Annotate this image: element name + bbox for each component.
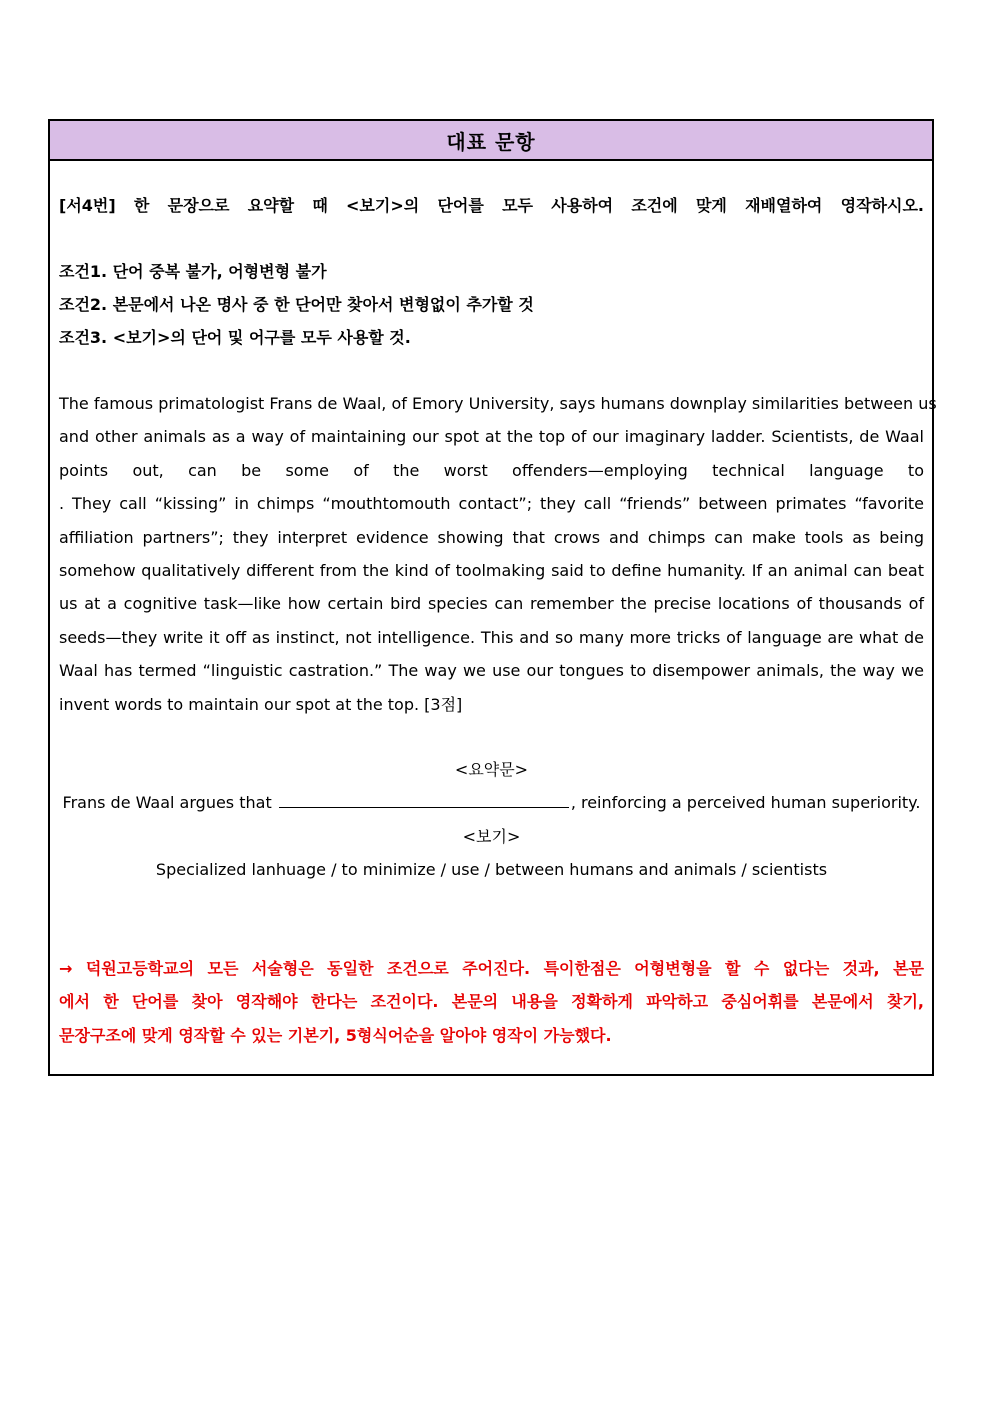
- passage-line: points out, can be some of the worst offenders—employing technical language to: [59, 460, 924, 480]
- note-line: → 덕원고등학교의 모든 서술형은 동일한 조건으로 주어진다. 특이한점은 어형변형을 할 수 없다는 것과, 본문: [59, 959, 924, 978]
- summary-sentence: [59, 786, 924, 819]
- question-box: [48, 119, 937, 1076]
- note-line: 문장구조에 맞게 영작할 수 있는 기본기, 5형식어순을 알아야 영작이 가능했다.: [59, 1025, 612, 1045]
- passage-line: The famous primatologist Frans de Waal, of Emory University, says humans downplay similarities between us: [59, 394, 937, 413]
- question-instruction: [서4번] 한 문장으로 요약할 때 <보기>의 단어를 모두 사용하여 조건에 맞게 재배열하여 영작하시오.: [59, 196, 924, 215]
- bogi-label: <보기>: [462, 826, 521, 846]
- condition-3: 조건3. <보기>의 단어 및 어구를 모두 사용할 것.: [59, 328, 411, 347]
- passage: [59, 387, 937, 721]
- condition-2: 조건2. 본문에서 나온 명사 중 한 단어만 찾아서 변형없이 추가할 것: [59, 295, 534, 314]
- passage-line: Waal has termed “linguistic castration.” The way we use our tongues to disempower animals, the way we: [59, 661, 924, 681]
- passage-line: somehow qualitatively different from the kind of toolmaking said to define humanity. If an animal can beat: [59, 561, 924, 581]
- passage-line: us at a cognitive task—like how certain bird species can remember the precise locations of thousands of: [59, 594, 924, 614]
- passage-line: invent words to maintain our spot at the top. [3점]: [59, 694, 463, 714]
- summary-section: [59, 753, 924, 887]
- summary-prefix: Frans de Waal argues that: [62, 793, 272, 813]
- bogi-words: Specialized lanhuage / to minimize / use / between humans and animals / scientists: [155, 860, 828, 880]
- passage-line: and other animals as a way of maintaining our spot at the top of our imaginary ladder. Scientists, de Waal: [59, 427, 924, 447]
- summary-label: <요약문>: [454, 760, 529, 779]
- note-line: 에서 한 단어를 찾아 영작해야 한다는 조건이다. 본문의 내용을 정확하게 파악하고 중심어휘를 본문에서 찾기,: [59, 992, 924, 1012]
- header-title: 대표 문항: [50, 121, 932, 161]
- answer-blank[interactable]: [279, 789, 569, 808]
- conditions-list: [59, 255, 924, 354]
- passage-line: . They call “kissing” in chimps “mouthtomouth contact”; they call “friends” between primates “favorite: [59, 494, 924, 514]
- condition-1: 조건1. 단어 중복 불가, 어형변형 불가: [59, 262, 327, 281]
- passage-line: seeds—they write it off as instinct, not intelligence. This and so many more tricks of language are what de: [59, 627, 924, 647]
- analysis-note: [59, 952, 924, 1052]
- summary-suffix: , reinforcing a perceived human superiority.: [570, 793, 921, 813]
- passage-line: affiliation partners”; they interpret evidence showing that crows and chimps can make tools as being: [59, 527, 924, 547]
